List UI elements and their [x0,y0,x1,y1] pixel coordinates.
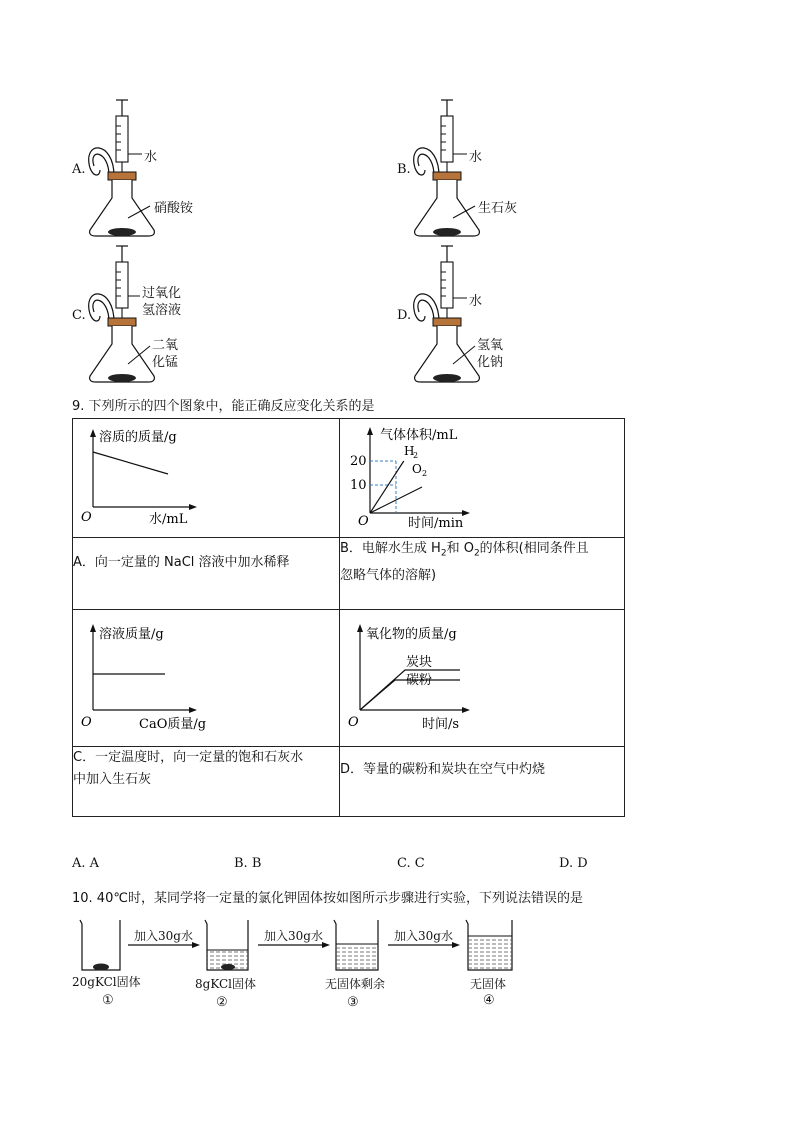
graph-a [73,419,339,533]
question-9-stem: 9. 下列所示的四个图象中，能正确反应变化关系的是 [72,399,375,414]
graph-d-powder-label: 碳粉 [406,673,433,688]
graph-d [340,610,624,742]
option-b-letter: B. [397,162,411,177]
option-a-letter: A. [72,162,86,177]
graph-a-origin: O [81,510,92,525]
beaker-1-label: 20gKCl固体 [72,975,141,989]
caption-c-line-1: C．一定温度时，向一定量的饱和石灰水 [73,750,304,765]
option-c-flask-label-1: 二氧 [152,338,179,353]
beaker-4-number: ④ [483,993,495,1008]
graph-d-xlabel: 时间/s [422,717,460,732]
beaker-1-number: ① [102,993,114,1008]
flask-b [414,100,483,236]
answer-option-c[interactable]: C. C [397,856,425,871]
caption-c-cell [73,747,340,817]
option-c-letter: C. [72,308,86,323]
graph-b-h2-sub: 2 [413,451,419,460]
question-9-table [72,418,625,817]
option-b-flask-label: 生石灰 [478,201,518,216]
caption-d-cell [340,747,625,817]
answer-option-d[interactable]: D. D [559,856,588,871]
beaker-3-label: 无固体剩余 [325,977,386,991]
graph-a-xlabel: 水/mL [149,512,188,527]
graph-d-lump-label: 炭块 [406,655,433,670]
caption-b-line-2: 忽略气体的溶解) [340,567,437,583]
graph-b-o2-label: O [412,462,422,476]
option-d-flask-label-2: 化钠 [477,355,504,370]
graph-b-xlabel: 时间/min [408,516,464,531]
option-c-syringe-label-1: 过氧化 [142,286,182,301]
apparatus-figures [0,0,794,390]
graph-c [73,610,339,742]
graph-b-h2-label: H [404,444,415,458]
graph-b-tick-20: 20 [350,454,367,469]
flask-d [414,246,483,382]
option-a-flask-label: 硝酸铵 [154,201,194,216]
beaker-2-number: ② [216,995,228,1010]
graph-b-tick-10: 10 [350,478,367,493]
step-2-arrow-label: 加入30g水 [264,929,323,943]
question-10-stem: 10. 40℃时，某同学将一定量的氯化钾固体按如图所示步骤进行实验，下列说法错误的是 [72,891,583,906]
graph-b-o2-sub: 2 [422,469,428,478]
graph-c-ylabel: 溶液质量/g [99,627,164,642]
graph-c-origin: O [81,715,92,730]
graph-c-cell [73,610,340,747]
graph-b-cell [340,419,625,538]
step-1-arrow-label: 加入30g水 [134,929,193,943]
caption-d: D．等量的碳粉和炭块在空气中灼烧 [340,762,546,777]
caption-b-cell [340,538,625,610]
option-b-syringe-label: 水 [469,150,483,165]
answer-option-a[interactable]: A. A [72,856,100,871]
graph-d-cell [340,610,625,747]
option-d-flask-label-1: 氢氧 [477,338,504,353]
caption-c-line-2: 中加入生石灰 [73,772,152,787]
option-a-syringe-label: 水 [144,150,158,165]
graph-b-origin: O [358,514,369,529]
graph-a-ylabel: 溶质的质量/g [99,430,177,445]
beaker-3-number: ③ [347,995,359,1010]
graph-b [340,419,624,533]
option-c-flask-label-2: 化锰 [152,355,179,370]
graph-c-xlabel: CaO质量/g [139,717,207,732]
option-d-letter: D. [397,308,412,323]
step-3-arrow-label: 加入30g水 [394,929,453,943]
graph-d-ylabel: 氧化物的质量/g [366,627,457,642]
caption-b-line-1: B．电解水生成 $H_2$和 $O_2$的体积(相同条件且 [340,541,589,559]
answer-option-b[interactable]: B. B [234,856,262,871]
graph-d-origin: O [348,715,359,730]
caption-a: A．向一定量的 NaCl 溶液中加水稀释 [73,555,290,570]
graph-a-cell [73,419,340,538]
graph-a-series-line [93,452,168,474]
option-d-syringe-label: 水 [469,294,483,309]
beaker-4-label: 无固体 [470,977,507,991]
option-c-syringe-label-2: 氢溶液 [142,303,182,318]
flask-a [89,100,158,236]
beaker-2-label: 8gKCl固体 [195,977,256,991]
caption-a-cell [73,538,340,610]
graph-b-ylabel: 气体体积/mL [380,428,458,443]
